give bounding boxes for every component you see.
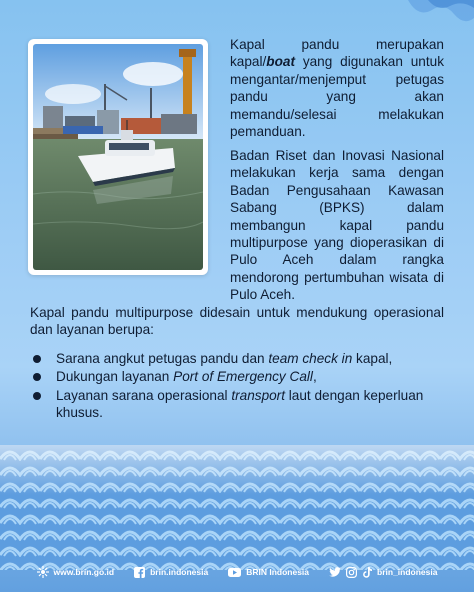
footer-social[interactable] bbox=[329, 567, 437, 578]
bullet-text-em: transport bbox=[231, 387, 285, 403]
bullet-text-a: Sarana angkut petugas pandu dan bbox=[56, 351, 269, 366]
list-item bbox=[30, 350, 444, 367]
youtube-icon bbox=[228, 568, 241, 577]
p1-text-a: Kapal pandu merupakan kapal/ bbox=[230, 37, 444, 70]
boat-photo-frame bbox=[28, 39, 208, 275]
bullet-text-c: laut dengan keperluan khusus. bbox=[56, 387, 424, 421]
service-list bbox=[30, 350, 444, 423]
bullet-dot bbox=[33, 392, 41, 400]
instagram-icon bbox=[346, 567, 357, 578]
p1-text-boat: boat bbox=[266, 54, 295, 70]
footer-facebook[interactable] bbox=[134, 567, 208, 578]
facebook-label: brin.indonesia bbox=[150, 567, 209, 577]
list-item bbox=[30, 387, 444, 422]
tiktok-icon bbox=[362, 567, 372, 578]
bullet-text-em: team check in bbox=[268, 351, 353, 366]
footer-youtube[interactable] bbox=[228, 567, 309, 577]
cooperation-paragraph: Badan Riset dan Inovasi Nasional melakukan kerja sama dengan Badan Pengusahaan Kawasan Sabang (BPKS) dalam membangun kapal pandu multipurpose yang dioperasikan di Pulo Aceh dalam rangka mendorong pertumbuhan wisata di Pulo Aceh. bbox=[230, 148, 444, 303]
p1-text-c: yang digunakan untuk mengantar/menjemput petugas pandu yang akan memandu/selesai melakukan pemanduan. bbox=[230, 54, 444, 140]
footer-bar bbox=[0, 560, 474, 584]
bullet-text-a: Layanan sarana operasional bbox=[56, 387, 232, 403]
list-item bbox=[30, 368, 444, 385]
bullet-text-a: Dukungan layanan bbox=[56, 369, 174, 385]
corner-wave-decoration bbox=[408, 0, 474, 26]
twitter-icon bbox=[329, 567, 341, 577]
wave-pattern-decoration bbox=[0, 445, 474, 570]
bullet-text-c: , bbox=[312, 369, 317, 385]
design-purpose-paragraph: Kapal pandu multipurpose didesain untuk mendukung operasional dan layanan berupa: bbox=[30, 305, 444, 338]
bullet-text-c: kapal, bbox=[352, 351, 393, 366]
intro-paragraph bbox=[230, 36, 444, 140]
facebook-icon bbox=[134, 567, 145, 578]
footer-website[interactable] bbox=[37, 566, 115, 578]
pilot-boat-photo bbox=[33, 44, 203, 270]
website-label: www.brin.go.id bbox=[53, 567, 115, 577]
bullet-dot bbox=[33, 373, 41, 381]
bullet-dot bbox=[33, 355, 41, 363]
youtube-label: BRIN Indonesia bbox=[246, 567, 310, 577]
bullet-text-em: Port of Emergency Call bbox=[173, 369, 313, 385]
social-handle-label: brin_indonesia bbox=[377, 567, 438, 577]
brin-logo-icon bbox=[37, 566, 49, 578]
